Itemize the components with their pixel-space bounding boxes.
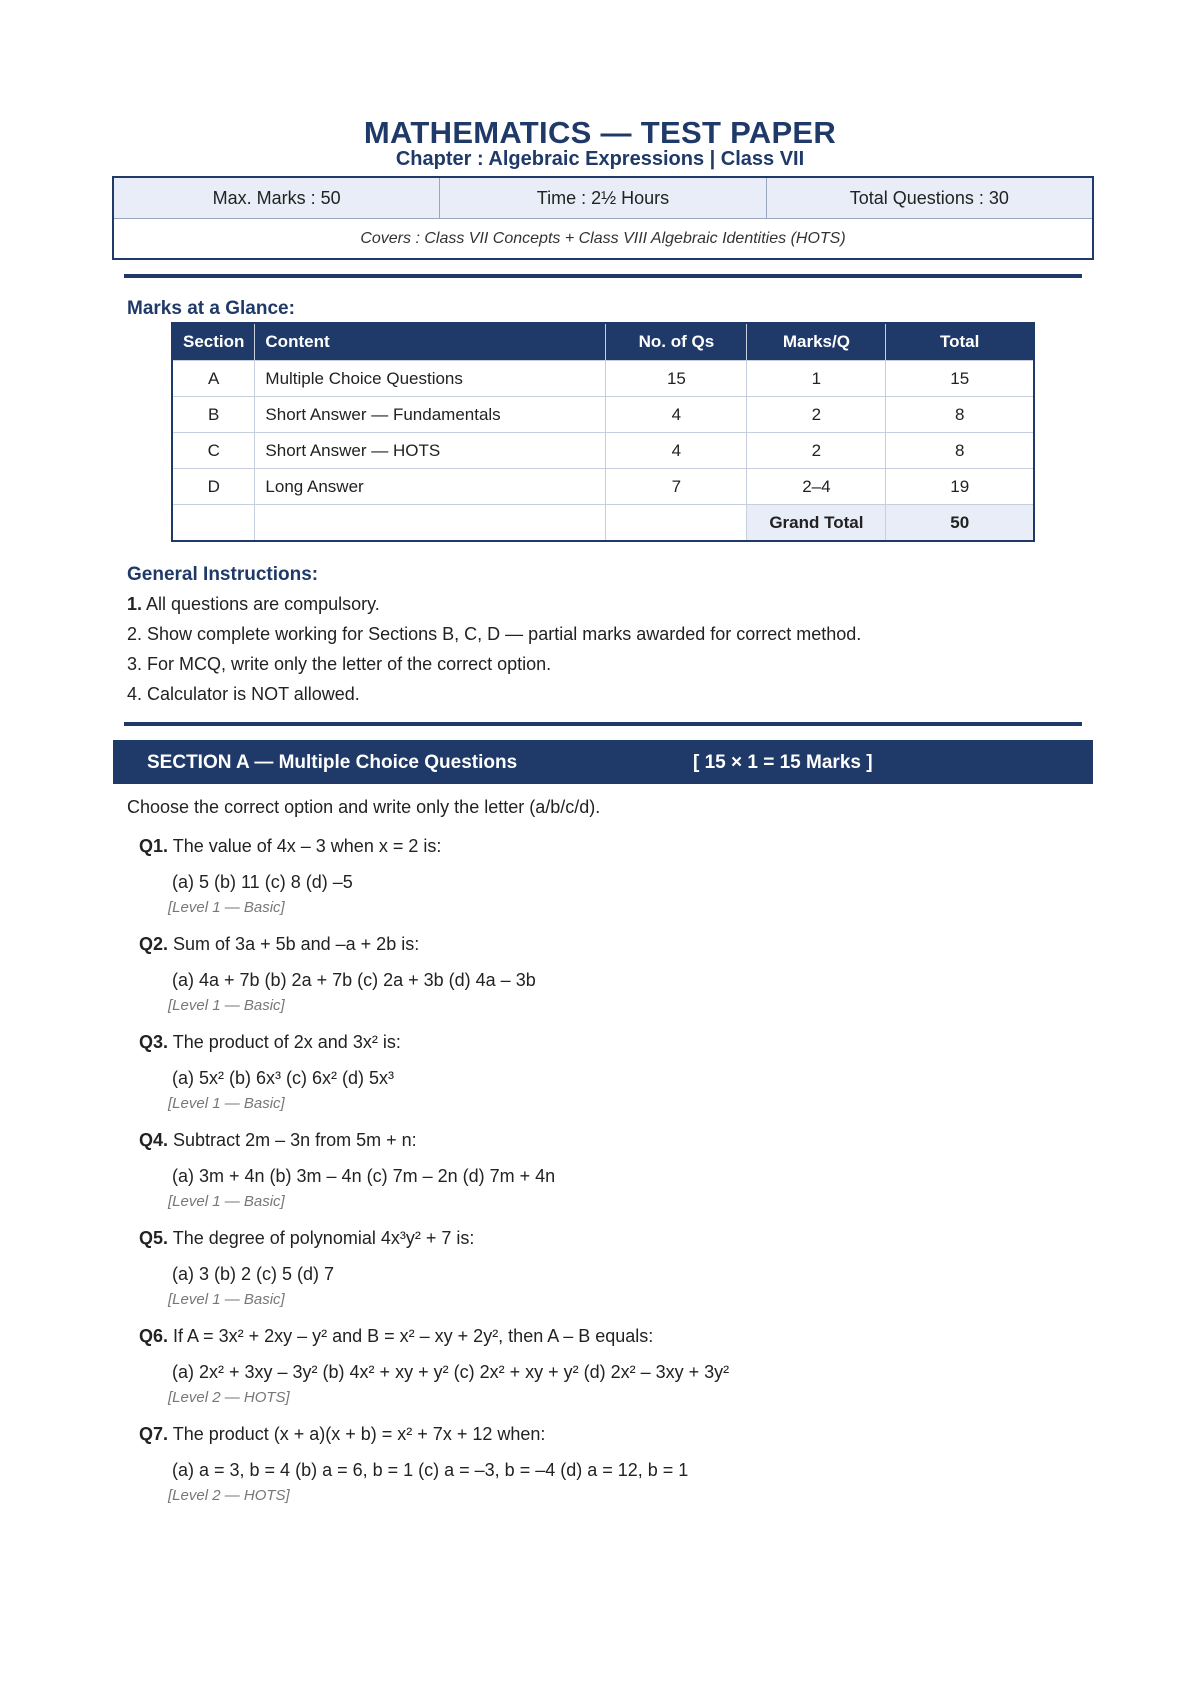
question (139, 934, 419, 955)
section-a-title: SECTION A — Multiple Choice Questions (147, 752, 518, 773)
table-cell: Short Answer — HOTS (255, 433, 606, 469)
page-title: MATHEMATICS — TEST PAPER (363, 115, 837, 150)
question-text: The degree of polynomial 4x³y² + 7 is: (172, 1228, 475, 1248)
table-cell: 15 (886, 361, 1034, 397)
question-text: Subtract 2m – 3n from 5m + n: (173, 1130, 417, 1150)
table-cell (172, 505, 255, 542)
question (139, 1424, 545, 1445)
table-cell: 4 (606, 397, 747, 433)
table-cell: 2–4 (747, 469, 886, 505)
section-a-marks: [ 15 × 1 = 15 Marks ] (693, 752, 873, 773)
table-header-row (172, 323, 1034, 361)
question-options: (a) 5x² (b) 6x³ (c) 6x² (d) 5x³ (172, 1068, 395, 1088)
info-box (112, 176, 1094, 260)
instruction-text: Calculator is NOT allowed. (147, 684, 360, 704)
question-options: (a) 2x² + 3xy – 3y² (b) 4x² + xy + y² (c) 2x² + xy + y² (d) 2x² – 3xy + 3y² (172, 1362, 730, 1382)
table-cell: A (172, 361, 255, 397)
question-number: Q6. (139, 1326, 169, 1346)
section-a-intro: Choose the correct option and write only the letter (a/b/c/d). (127, 797, 601, 817)
grand-total-row (172, 505, 1034, 542)
question-text: Sum of 3a + 5b and –a + 2b is: (173, 934, 420, 954)
question-level: [Level 2 — HOTS] (168, 1487, 290, 1504)
instruction-item (127, 684, 360, 705)
table-cell: B (172, 397, 255, 433)
table-cell: 7 (606, 469, 747, 505)
table-cell: 19 (886, 469, 1034, 505)
question-text: The product (x + a)(x + b) = x² + 7x + 12 when: (172, 1424, 546, 1444)
instruction-text: For MCQ, write only the letter of the correct option. (147, 654, 552, 674)
column-header: Content (255, 323, 606, 361)
table-cell (255, 505, 606, 542)
grand-total-label: Grand Total (747, 505, 886, 542)
instruction-number: 2. (127, 624, 143, 644)
question (139, 1130, 417, 1151)
instruction-text: All questions are compulsory. (146, 594, 380, 614)
table-row (172, 361, 1034, 397)
info-row (114, 178, 1092, 219)
column-header: No. of Qs (606, 323, 747, 361)
question-level: [Level 1 — Basic] (168, 997, 285, 1014)
section-a-header (113, 740, 1093, 784)
question-options: (a) 5 (b) 11 (c) 8 (d) –5 (172, 872, 353, 892)
column-header: Marks/Q (747, 323, 886, 361)
instruction-number: 4. (127, 684, 143, 704)
table-row (172, 433, 1034, 469)
table-cell: 15 (606, 361, 747, 397)
table-row (172, 397, 1034, 433)
marks-glance-heading: Marks at a Glance: (127, 298, 295, 319)
table-cell: D (172, 469, 255, 505)
question-options: (a) 4a + 7b (b) 2a + 7b (c) 2a + 3b (d) 4a – 3b (172, 970, 536, 990)
instruction-item (127, 654, 551, 675)
table-cell: 1 (747, 361, 886, 397)
question-level: [Level 1 — Basic] (168, 1095, 285, 1112)
instruction-item (127, 594, 380, 615)
question-text: If A = 3x² + 2xy – y² and B = x² – xy + 2y², then A – B equals: (173, 1326, 654, 1346)
question-options: (a) 3 (b) 2 (c) 5 (d) 7 (172, 1264, 335, 1284)
question-number: Q2. (139, 934, 169, 954)
table-cell (606, 505, 747, 542)
covers-note: Covers : Class VII Concepts + Class VIII Algebraic Identities (HOTS) (360, 230, 846, 247)
question-number: Q4. (139, 1130, 169, 1150)
column-header: Section (172, 323, 255, 361)
question-number: Q3. (139, 1032, 169, 1052)
column-header: Total (886, 323, 1034, 361)
question-text: The product of 2x and 3x² is: (172, 1032, 401, 1052)
page-subtitle: Chapter : Algebraic Expressions | Class VII (395, 148, 805, 170)
table-cell: C (172, 433, 255, 469)
instruction-item (127, 624, 861, 645)
question-level: [Level 1 — Basic] (168, 1193, 285, 1210)
table-cell: 2 (747, 433, 886, 469)
max-marks: Max. Marks : 50 (114, 178, 440, 218)
table-cell: 2 (747, 397, 886, 433)
table-cell: Multiple Choice Questions (255, 361, 606, 397)
table-cell: Short Answer — Fundamentals (255, 397, 606, 433)
table-cell: Long Answer (255, 469, 606, 505)
question-number: Q7. (139, 1424, 169, 1444)
question (139, 1326, 653, 1347)
question-level: [Level 1 — Basic] (168, 899, 285, 916)
marks-table (171, 322, 1035, 542)
instructions-heading: General Instructions: (127, 564, 319, 585)
table-cell: 4 (606, 433, 747, 469)
instruction-text: Show complete working for Sections B, C, D — partial marks awarded for correct method. (147, 624, 862, 644)
divider (124, 274, 1082, 278)
divider (124, 722, 1082, 726)
grand-total-value: 50 (886, 505, 1034, 542)
question-number: Q1. (139, 836, 169, 856)
instruction-number: 1. (127, 594, 143, 614)
question-level: [Level 1 — Basic] (168, 1291, 285, 1308)
question-text: The value of 4x – 3 when x = 2 is: (172, 836, 442, 856)
question-options: (a) 3m + 4n (b) 3m – 4n (c) 7m – 2n (d) 7m + 4n (172, 1166, 556, 1186)
question (139, 1228, 474, 1249)
total-questions: Total Questions : 30 (849, 187, 1009, 208)
table-cell: 8 (886, 433, 1034, 469)
question-level: [Level 2 — HOTS] (168, 1389, 290, 1406)
time-limit: Time : 2½ Hours (440, 178, 766, 218)
question-options: (a) a = 3, b = 4 (b) a = 6, b = 1 (c) a = –3, b = –4 (d) a = 12, b = 1 (172, 1460, 689, 1480)
question (139, 836, 441, 857)
instruction-number: 3. (127, 654, 143, 674)
question-number: Q5. (139, 1228, 169, 1248)
table-cell: 8 (886, 397, 1034, 433)
table-row (172, 469, 1034, 505)
question (139, 1032, 401, 1053)
